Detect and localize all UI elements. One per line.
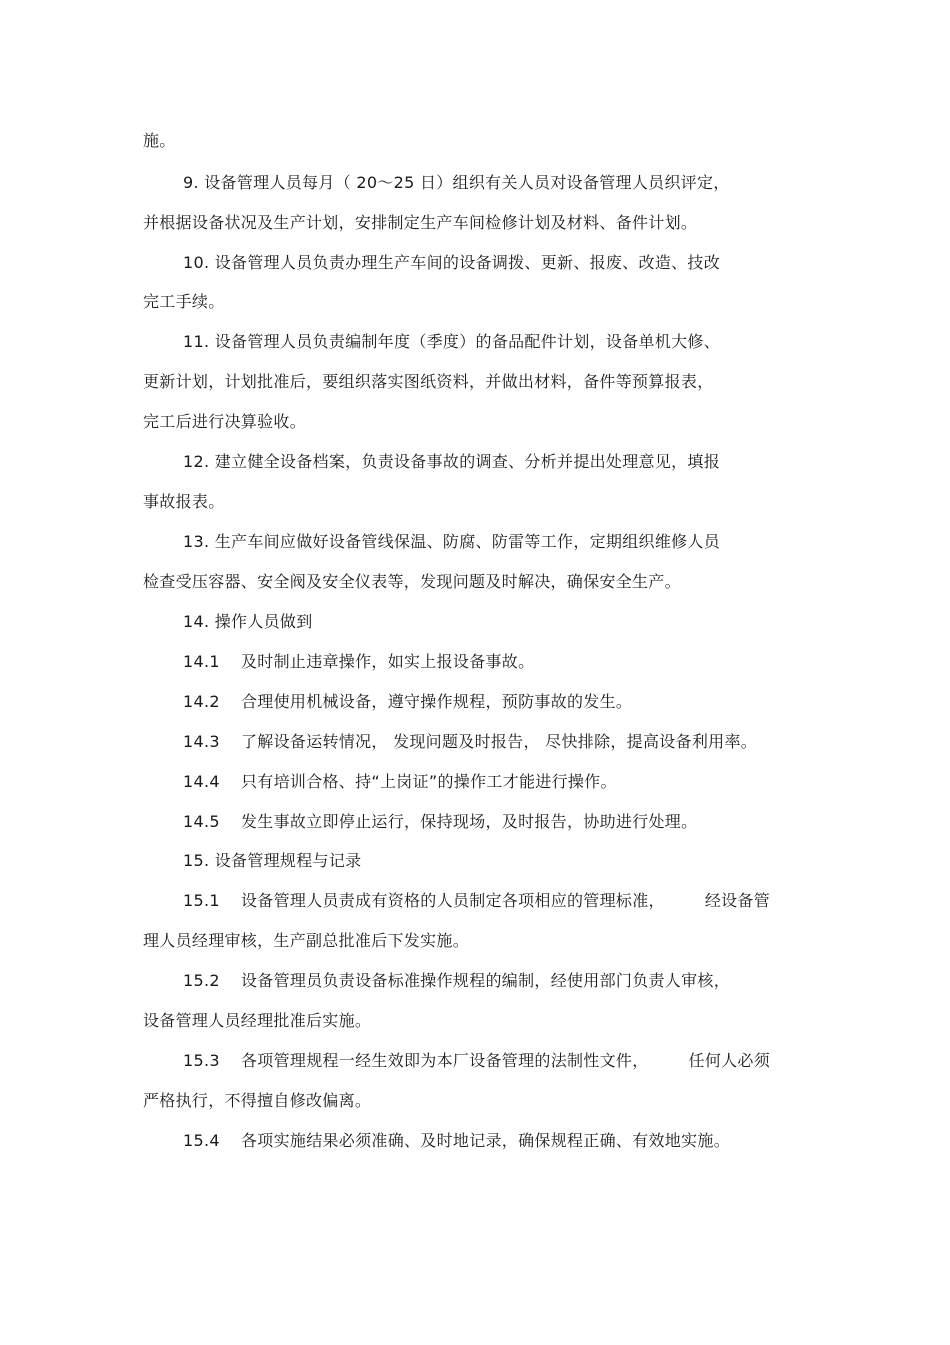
item-15-heading: 15. 设备管理规程与记录	[183, 851, 362, 870]
item-number: 14.5	[183, 812, 220, 831]
item-14-3	[183, 732, 757, 752]
item-15-3-line-2: 严格执行，不得擅自修改偏离。	[143, 1091, 372, 1110]
item-14-2	[183, 692, 632, 712]
item-text: 设备管理人员责成有资格的人员制定各项相应的管理标准，	[241, 891, 665, 910]
item-text: 发生事故立即停止运行，保持现场，及时报告，协助进行处理。	[241, 812, 698, 831]
text-line: 施。	[143, 131, 176, 150]
item-11-line-2: 更新计划，计划批准后，要组织落实图纸资料，并做出材料，备件等预算报表，	[143, 372, 714, 391]
item-9-line-2: 并根据设备状况及生产计划，安排制定生产车间检修计划及材料、备件计划。	[143, 213, 698, 232]
item-12-line-2: 事故报表。	[143, 492, 225, 511]
item-number: 15.4	[183, 1131, 220, 1150]
item-13-line-2: 检查受压容器、安全阀及安全仪表等，发现问题及时解决，确保安全生产。	[143, 572, 681, 591]
item-number: 15.3	[183, 1051, 220, 1070]
item-13-line-1: 13. 生产车间应做好设备管线保温、防腐、防雷等工作，定期组织维修人员	[183, 532, 721, 551]
item-9-line-1: 9. 设备管理人员每月（ 20～25 日）组织有关人员对设备管理人员织评定，	[183, 173, 730, 192]
item-11-line-3: 完工后进行决算验收。	[143, 412, 307, 431]
item-14-heading: 14. 操作人员做到	[183, 612, 313, 631]
item-15-1-line-1	[183, 891, 770, 911]
item-text: 各项实施结果必须准确、及时地记录，确保规程正确、有效地实施。	[241, 1131, 731, 1150]
item-text: 合理使用机械设备，遵守操作规程，预防事故的发生。	[241, 692, 633, 711]
item-11-line-1: 11. 设备管理人员负责编制年度（季度）的备品配件计划，设备单机大修、	[183, 332, 721, 351]
item-14-4	[183, 772, 617, 792]
item-15-3-line-1	[183, 1051, 770, 1071]
item-number: 14.4	[183, 772, 220, 791]
item-text-continued: 任何人必须	[688, 1051, 771, 1070]
item-text: 了解设备运转情况， 发现问题及时报告， 尽快排除，提高设备利用率。	[241, 732, 758, 751]
item-15-2-line-1	[183, 971, 730, 991]
item-12-line-1: 12. 建立健全设备档案，负责设备事故的调查、分析并提出处理意见，填报	[183, 452, 721, 471]
item-10-line-1: 10. 设备管理人员负责办理生产车间的设备调拨、更新、报废、改造、技改	[183, 253, 721, 272]
item-15-4	[183, 1131, 730, 1151]
item-15-1-line-2: 理人员经理审核，生产副总批准后下发实施。	[143, 931, 470, 950]
item-number: 14.2	[183, 692, 220, 711]
item-text: 各项管理规程一经生效即为本厂设备管理的法制性文件，	[241, 1051, 649, 1070]
item-number: 14.3	[183, 732, 220, 751]
item-number: 15.2	[183, 971, 220, 990]
item-number: 14.1	[183, 652, 220, 671]
item-10-line-2: 完工手续。	[143, 292, 225, 311]
item-14-5	[183, 812, 697, 832]
item-text: 及时制止违章操作，如实上报设备事故。	[241, 652, 535, 671]
item-15-2-line-2: 设备管理人员经理批准后实施。	[143, 1011, 372, 1030]
item-number: 15.1	[183, 891, 220, 910]
item-text: 设备管理员负责设备标准操作规程的编制，经使用部门负责人审核，	[241, 971, 731, 990]
item-14-1	[183, 652, 534, 672]
item-text: 只有培训合格、持“上岗证”的操作工才能进行操作。	[241, 772, 617, 791]
item-text-continued: 经设备管	[704, 891, 771, 910]
